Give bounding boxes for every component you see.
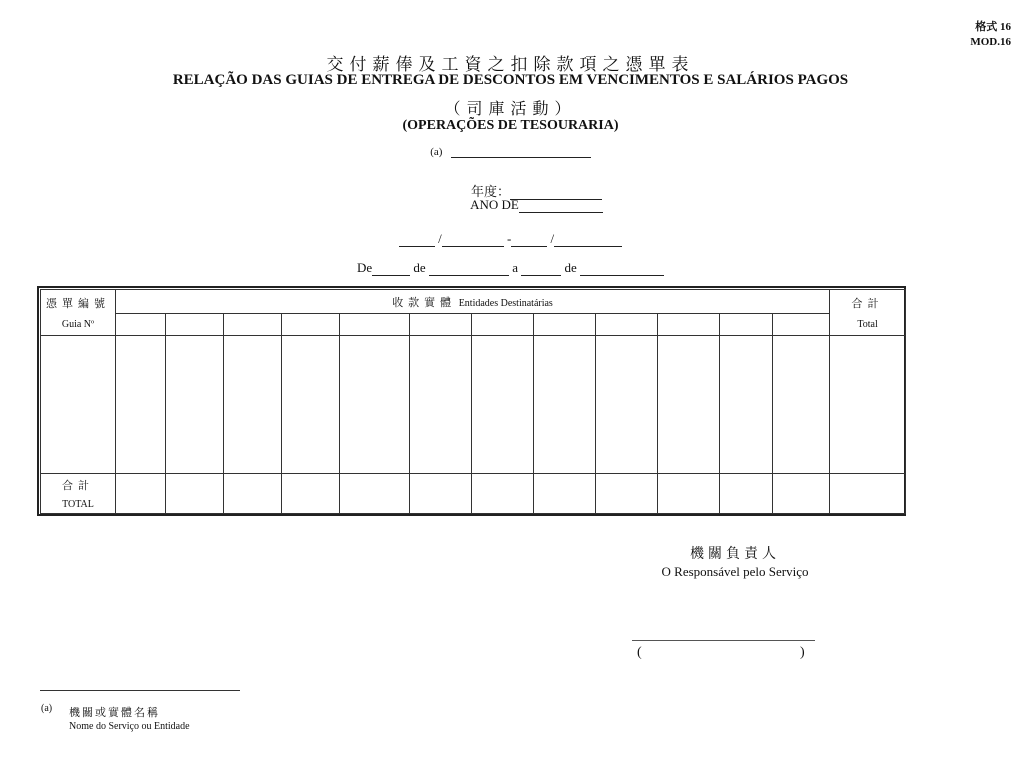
body-cell[interactable] — [830, 336, 906, 474]
date-sep-3: / — [550, 231, 555, 246]
body-cell[interactable] — [224, 336, 282, 474]
period-field-3[interactable] — [521, 263, 561, 276]
entity-col-cell[interactable] — [596, 314, 658, 336]
total-cell[interactable] — [720, 474, 773, 514]
period-line — [0, 260, 1021, 276]
body-cell[interactable] — [596, 336, 658, 474]
header-row-1 — [41, 290, 906, 314]
body-cell[interactable] — [410, 336, 472, 474]
entity-col-cell[interactable] — [534, 314, 596, 336]
year-pt-field[interactable] — [519, 200, 603, 213]
subtitle-cn: （司庫活動） — [444, 101, 577, 118]
year-pt-label: ANO DE — [470, 197, 519, 212]
total-row-cn: 合計 — [62, 480, 94, 492]
total-cell[interactable] — [410, 474, 472, 514]
period-de-1: De — [356, 260, 373, 275]
period-field-2[interactable] — [429, 263, 509, 276]
grand-total-cell[interactable] — [830, 474, 906, 514]
total-cell[interactable] — [534, 474, 596, 514]
entity-col-cell[interactable] — [410, 314, 472, 336]
footnote-cn: 機關或實體名稱 — [69, 707, 160, 719]
body-row — [41, 336, 906, 474]
body-cell[interactable] — [116, 336, 166, 474]
total-cell[interactable] — [282, 474, 340, 514]
guide-table — [40, 289, 906, 514]
year-pt-line — [0, 197, 1021, 213]
date-field-2[interactable] — [442, 234, 504, 247]
title-pt: RELAÇÃO DAS GUIAS DE ENTREGA DE DESCONTOS EM VENCIMENTOS E SALÁRIOS PAGOS — [172, 72, 849, 88]
footnote-marker: (a) — [41, 703, 53, 714]
total-row — [41, 474, 906, 514]
entity-col-cell[interactable] — [340, 314, 410, 336]
signature-paren-open: ( — [637, 645, 642, 660]
year-cn-label: 年度： — [470, 184, 510, 199]
body-cell[interactable] — [166, 336, 224, 474]
entity-col-cell[interactable] — [282, 314, 340, 336]
body-cell[interactable] — [282, 336, 340, 474]
date-sep-2: - — [506, 231, 512, 246]
date-sep-1: / — [438, 231, 442, 246]
total-cell[interactable] — [340, 474, 410, 514]
responsible-cn: 機關負責人 — [690, 547, 780, 562]
signature-paren-close: ) — [800, 645, 805, 660]
total-header-cn: 合計 — [851, 298, 884, 310]
footnote-divider — [40, 690, 240, 691]
period-field-4[interactable] — [580, 263, 664, 276]
entities-header-cn: 收款實體 — [392, 296, 457, 309]
body-cell[interactable] — [41, 336, 116, 474]
entity-col-cell[interactable] — [116, 314, 166, 336]
entity-col-cell[interactable] — [658, 314, 720, 336]
responsible-pt: O Responsável pelo Serviço — [661, 564, 809, 579]
title-cn: 交付薪俸及工資之扣除款項之憑單表 — [326, 55, 695, 74]
guia-header-cell — [41, 290, 116, 336]
date-field-4[interactable] — [554, 234, 622, 247]
total-cell[interactable] — [658, 474, 720, 514]
date-field-1[interactable] — [399, 234, 435, 247]
footnote-pt: Nome do Serviço ou Entidade — [69, 721, 190, 732]
total-header-cell — [830, 290, 906, 336]
header-row-2 — [41, 314, 906, 336]
form-code — [970, 20, 1011, 50]
total-cell[interactable] — [224, 474, 282, 514]
body-cell[interactable] — [340, 336, 410, 474]
entity-col-cell[interactable] — [472, 314, 534, 336]
period-de-3: de — [564, 260, 577, 275]
entity-line — [0, 145, 1021, 158]
total-cell[interactable] — [773, 474, 830, 514]
body-cell[interactable] — [534, 336, 596, 474]
entity-col-cell[interactable] — [224, 314, 282, 336]
form-code-cn: 格式 16 — [975, 21, 1011, 33]
body-cell[interactable] — [720, 336, 773, 474]
entity-col-cell[interactable] — [166, 314, 224, 336]
entity-col-cell[interactable] — [720, 314, 773, 336]
period-a: a — [512, 260, 518, 275]
total-cell[interactable] — [166, 474, 224, 514]
total-header-pt: Total — [857, 319, 878, 330]
date-field-3[interactable] — [511, 234, 547, 247]
signature-line[interactable] — [632, 640, 815, 641]
entities-header-cell — [116, 290, 830, 314]
form-code-pt: MOD.16 — [970, 36, 1011, 48]
entity-col-cell[interactable] — [773, 314, 830, 336]
body-cell[interactable] — [658, 336, 720, 474]
total-cell[interactable] — [116, 474, 166, 514]
period-field-1[interactable] — [372, 263, 410, 276]
entity-field[interactable] — [451, 145, 591, 158]
total-row-pt: TOTAL — [62, 499, 94, 510]
period-de-2: de — [413, 260, 426, 275]
body-cell[interactable] — [773, 336, 830, 474]
total-cell[interactable] — [596, 474, 658, 514]
date-range-line — [0, 231, 1021, 247]
guia-header-cn: 憑單編號 — [46, 298, 110, 310]
total-cell[interactable] — [472, 474, 534, 514]
body-cell[interactable] — [472, 336, 534, 474]
entities-header-pt: Entidades Destinatárias — [458, 297, 553, 309]
entity-marker: (a) — [430, 146, 443, 158]
total-row-label-cell — [41, 474, 116, 514]
subtitle-pt: (OPERAÇÕES DE TESOURARIA) — [402, 118, 619, 133]
guia-header-pt: Guia Nº — [61, 319, 95, 330]
